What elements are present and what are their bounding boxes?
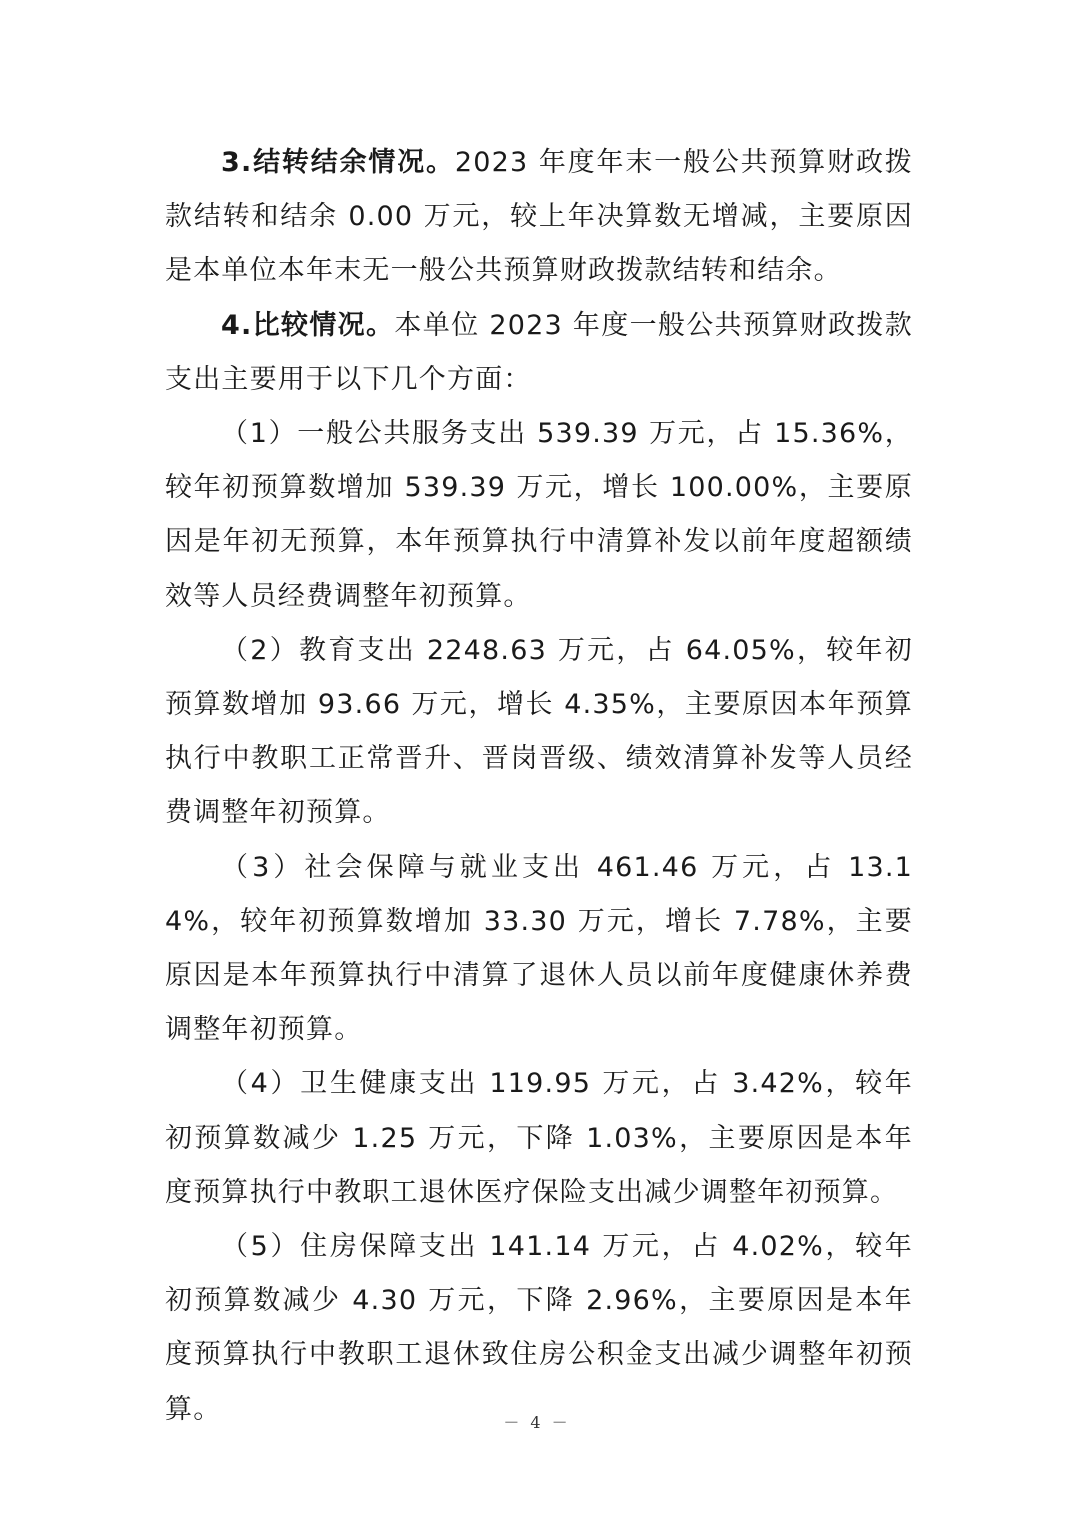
paragraph-text: （4）卫生健康支出 119.95 万元，占 3.42%，较年初预算数减少 1.25 万元，下降 1.03%，主要原因是本年度预算执行中教职工退休医疗保险支出减少调整年初预算。 — [165, 1068, 913, 1208]
page-number: － 4 － — [503, 1413, 571, 1432]
paragraph-text: （1）一般公共服务支出 539.39 万元，占 15.36%，较年初预算数增加 539.39 万元，增长 100.00%，主要原因是年初无预算，本年预算执行中清算补发以前年度超额绩效等人员经费调整年初预算。 — [165, 418, 913, 612]
paragraph-text: 2023 年度年末一般公共预算财政拨款结转和结余 0.00 万元，较上年决算数无增减，主要原因是本单位本年末无一般公共预算财政拨款结转和结余。 — [165, 147, 914, 287]
paragraph-item-social-security — [165, 841, 913, 1058]
paragraph-text: （5）住房保障支出 141.14 万元，占 4.02%，较年初预算数减少 4.30 万元，下降 2.96%，主要原因是本年度预算执行中教职工退休致住房公积金支出减少调整年初预算。 — [165, 1231, 913, 1425]
paragraph-item-education — [165, 624, 913, 841]
document-body — [165, 136, 913, 1437]
paragraph-text: （3）社会保障与就业支出 461.46 万元，占 13.14%，较年初预算数增加 33.30 万元，增长 7.78%，主要原因是本年预算执行中清算了退休人员以前年度健康休养费调整年初预算。 — [165, 851, 913, 1046]
paragraph-text: （2）教育支出 2248.63 万元，占 64.05%，较年初预算数增加 93.66 万元，增长 4.35%，主要原因本年预算执行中教职工正常晋升、晋岗晋级、绩效清算补发等人员经费调整年初预算。 — [165, 634, 913, 829]
paragraph-item-general-public-services — [165, 407, 913, 624]
paragraph-text: 本单位 2023 年度一般公共预算财政拨款支出主要用于以下几个方面： — [165, 309, 913, 395]
paragraph-heading: 3.结转结余情况。 — [221, 147, 455, 178]
paragraph-item-health — [165, 1057, 913, 1220]
paragraph-carryover-balance — [165, 136, 913, 299]
paragraph-heading: 4.比较情况。 — [221, 309, 395, 341]
paragraph-comparison — [165, 299, 913, 407]
paragraph-item-housing — [165, 1220, 913, 1437]
